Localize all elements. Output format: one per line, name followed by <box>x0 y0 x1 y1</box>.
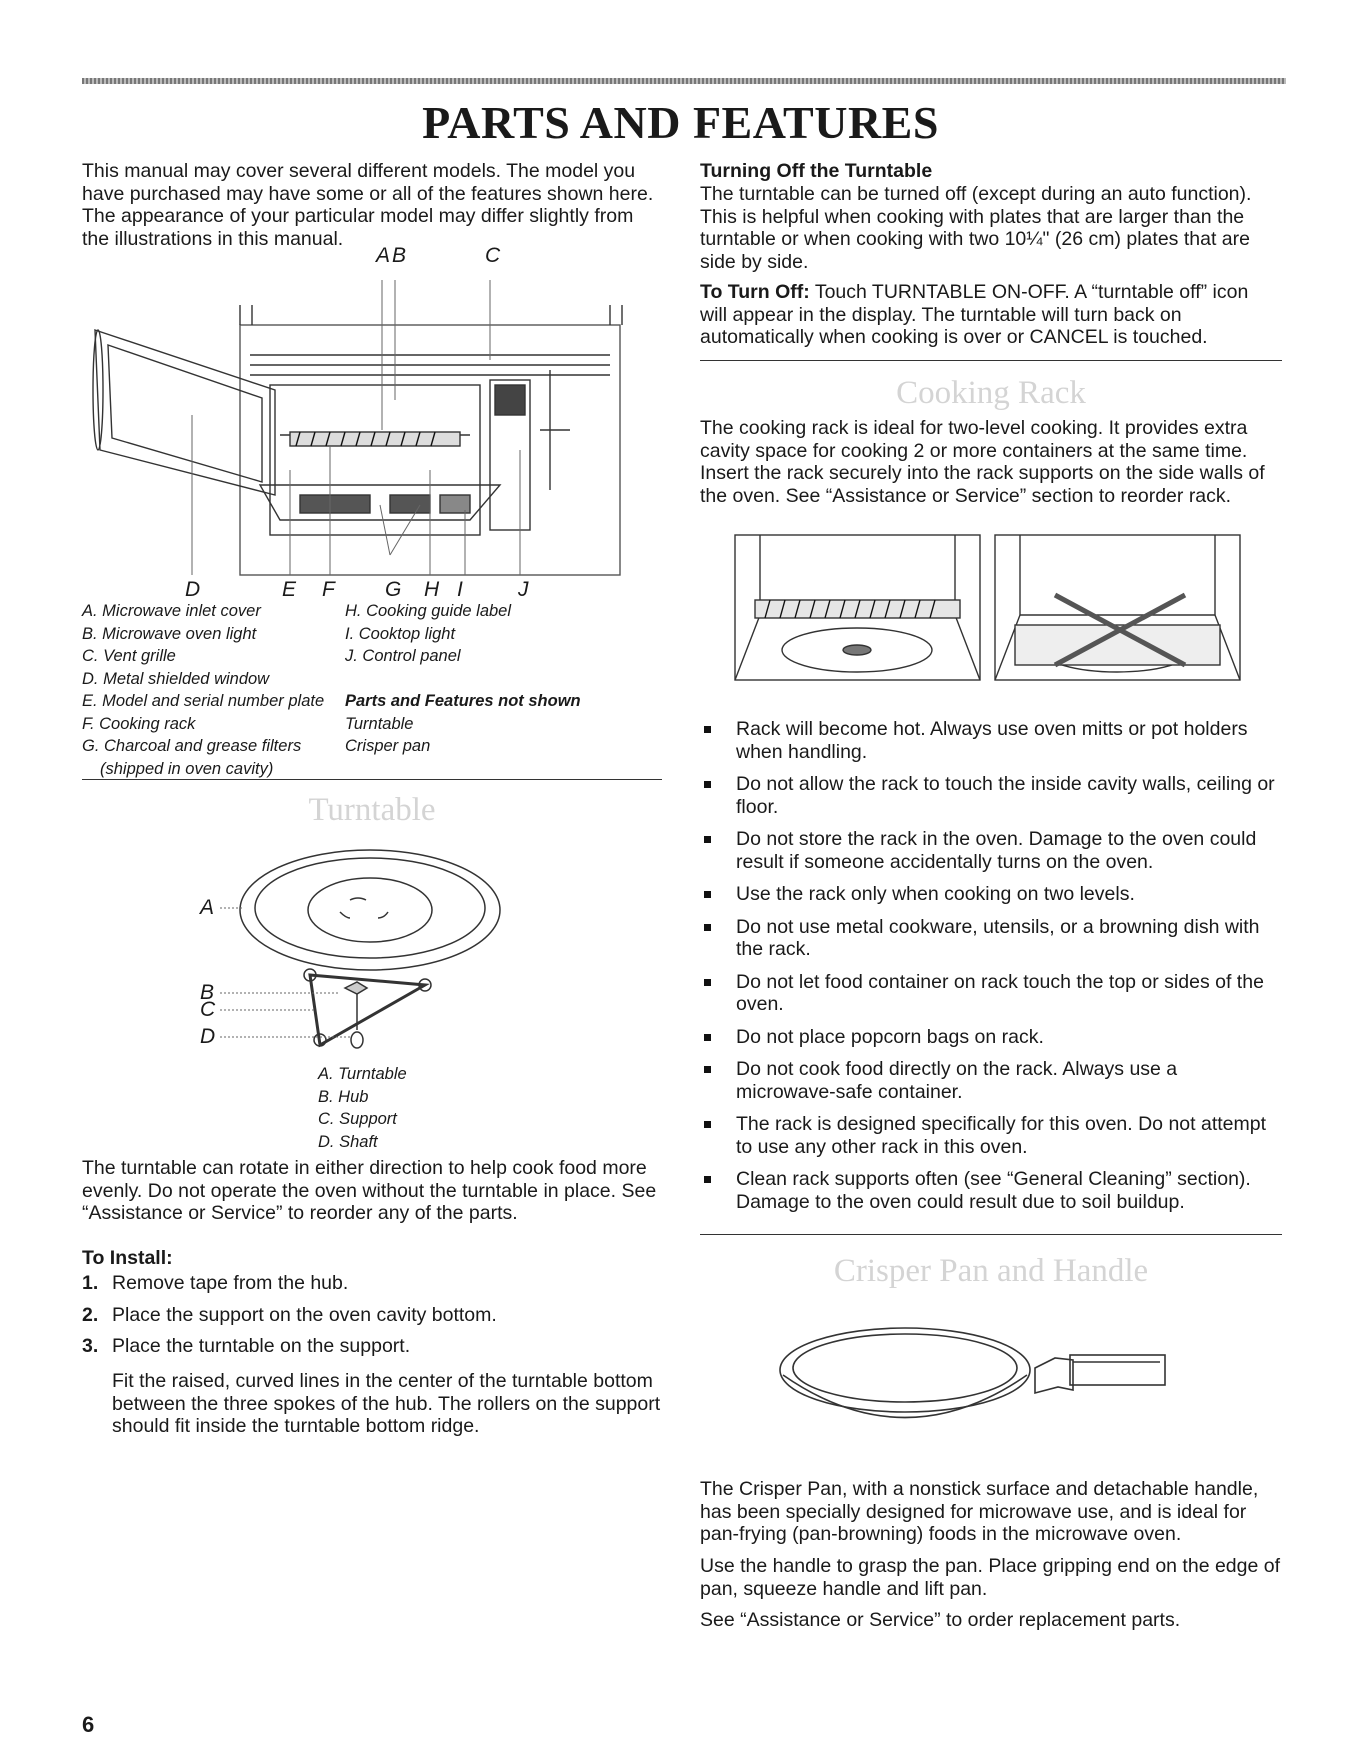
bullet-item: Do not cook food directly on the rack. Always use a microwave-safe container. <box>700 1058 1282 1103</box>
top-rule <box>82 78 1286 84</box>
install-steps <box>82 1272 662 1367</box>
to-turn-off-text: To Turn Off: Touch TURNTABLE ON-OFF. A “turntable off” icon will appear in the display. The turntable will turn back on automatically when cooking is over or CANCEL is touched. <box>700 281 1249 348</box>
bullet-item: Do not store the rack in the oven. Damage to the oven could result if someone accidentally turns on the oven. <box>700 828 1282 873</box>
turntable-callout-b: B <box>200 981 215 1004</box>
bullet-item: Do not let food container on rack touch the top or sides of the oven. <box>700 971 1282 1016</box>
divider <box>82 779 662 780</box>
crisper-title: Crisper Pan and Handle <box>833 1253 1149 1289</box>
bullet-item: Do not use metal cookware, utensils, or a browning dish with the rack. <box>700 916 1282 961</box>
not-shown-item: Turntable <box>345 714 414 733</box>
bullet-item: Clean rack supports often (see “General Cleaning” section). Damage to the oven could result due to soil buildup. <box>700 1168 1282 1213</box>
cooking-rack-title: Cooking Rack <box>896 375 1086 411</box>
bullet-item: Rack will become hot. Always use oven mitts or pot holders when handling. <box>700 718 1282 763</box>
crisper-paragraph: The Crisper Pan, with a nonstick surface and detachable handle, has been specially designed for microwave use, and is ideal for pan-frying (pan-browning) foods in the microwave oven. <box>700 1478 1259 1545</box>
part-item: F. Cooking rack <box>82 714 196 733</box>
page-number: 6 <box>82 1712 95 1737</box>
bullet-item: The rack is designed specifically for this oven. Do not attempt to use any other rack in this oven. <box>700 1113 1282 1158</box>
part-item: G. Charcoal and grease filters <box>82 737 302 755</box>
cooking-rack-text: The cooking rack is ideal for two-level cooking. It provides extra cavity space for cooking 2 or more containers at the same time. Insert the rack securely into the rack supports on the side walls of the oven. See “Assistance or Service” section to reorder rack. <box>700 417 1265 507</box>
legend-item: D. Shaft <box>318 1132 378 1151</box>
not-shown-item: Crisper pan <box>345 737 431 755</box>
divider <box>700 360 1282 361</box>
page-title: PARTS AND FEATURES <box>422 97 939 148</box>
turntable-title: Turntable <box>308 792 436 828</box>
callout-i: I <box>457 578 463 601</box>
part-item: H. Cooking guide label <box>345 602 512 620</box>
part-item: D. Metal shielded window <box>82 669 270 688</box>
parts-list-left <box>82 600 342 780</box>
callout-a: A <box>376 244 391 267</box>
part-item: I. Cooktop light <box>345 624 456 643</box>
part-item: J. Control panel <box>345 647 461 665</box>
part-item: C. Vent grille <box>82 647 176 665</box>
install-heading: To Install: <box>82 1247 173 1269</box>
part-item: B. Microwave oven light <box>82 624 257 643</box>
crisper-paragraph: Use the handle to grasp the pan. Place gripping end on the edge of pan, squeeze handle and lift pan. <box>700 1555 1281 1600</box>
install-step: 2. Place the support on the oven cavity bottom. <box>82 1303 497 1326</box>
part-item: E. Model and serial number plate <box>82 692 325 710</box>
part-item: A. Microwave inlet cover <box>82 602 261 620</box>
install-step: 1. Remove tape from the hub. <box>82 1272 349 1294</box>
turntable-callout-a: A <box>200 896 215 919</box>
turntable-callout-c: C <box>200 998 216 1021</box>
intro-text: This manual may cover several different models. The model you have purchased may have some or all of the features shown here. The appearance of your particular model may differ slightly from the illustrations in this manual. <box>82 160 654 250</box>
crisper-paragraph: See “Assistance or Service” to order replacement parts. <box>700 1609 1181 1631</box>
callout-d: D <box>185 578 201 601</box>
turning-off-text: The turntable can be turned off (except during an auto function). This is helpful when cooking with plates that are larger than the turntable or when cooking with two 10¼" (26 cm) plates that are side by side. <box>700 183 1252 273</box>
parts-list-right <box>345 600 645 758</box>
callout-b: B <box>392 244 407 267</box>
part-item: (shipped in oven cavity) <box>100 759 274 778</box>
install-step: 3. Place the turntable on the support. <box>82 1335 411 1357</box>
bullet-item: Do not place popcorn bags on rack. <box>700 1026 1282 1049</box>
turntable-description: The turntable can rotate in either direction to help cook food more evenly. Do not operate the oven without the turntable in place. See “Assistance or Service” to reorder any of the parts. <box>82 1157 657 1224</box>
turntable-illustration <box>220 850 520 1050</box>
legend-item: B. Hub <box>318 1087 369 1106</box>
bullet-item: Use the rack only when cooking on two levels. <box>700 883 1282 906</box>
cooking-rack-bullets <box>700 718 1282 1223</box>
bullet-item: Do not allow the rack to touch the inside cavity walls, ceiling or floor. <box>700 773 1282 818</box>
callout-j: J <box>518 578 529 601</box>
not-shown-heading: Parts and Features not shown <box>345 692 581 710</box>
legend-item: A. Turntable <box>318 1065 407 1083</box>
microwave-illustration <box>90 270 650 650</box>
callout-h: H <box>424 578 440 601</box>
turntable-legend <box>318 1063 518 1153</box>
callout-g: G <box>385 578 402 601</box>
fit-note: Fit the raised, curved lines in the center of the turntable bottom between the three spokes of the hub. The rollers on the support should fit inside the turntable bottom ridge. <box>112 1370 661 1437</box>
callout-f: F <box>322 578 335 601</box>
cooking-rack-illustration <box>735 535 1245 685</box>
turning-off-heading: Turning Off the Turntable <box>700 160 933 182</box>
crisper-pan-illustration <box>775 1320 1195 1440</box>
divider <box>700 1234 1282 1235</box>
callout-e: E <box>282 578 297 601</box>
turntable-callout-d: D <box>200 1025 216 1048</box>
legend-item: C. Support <box>318 1110 397 1128</box>
callout-c: C <box>485 244 501 267</box>
